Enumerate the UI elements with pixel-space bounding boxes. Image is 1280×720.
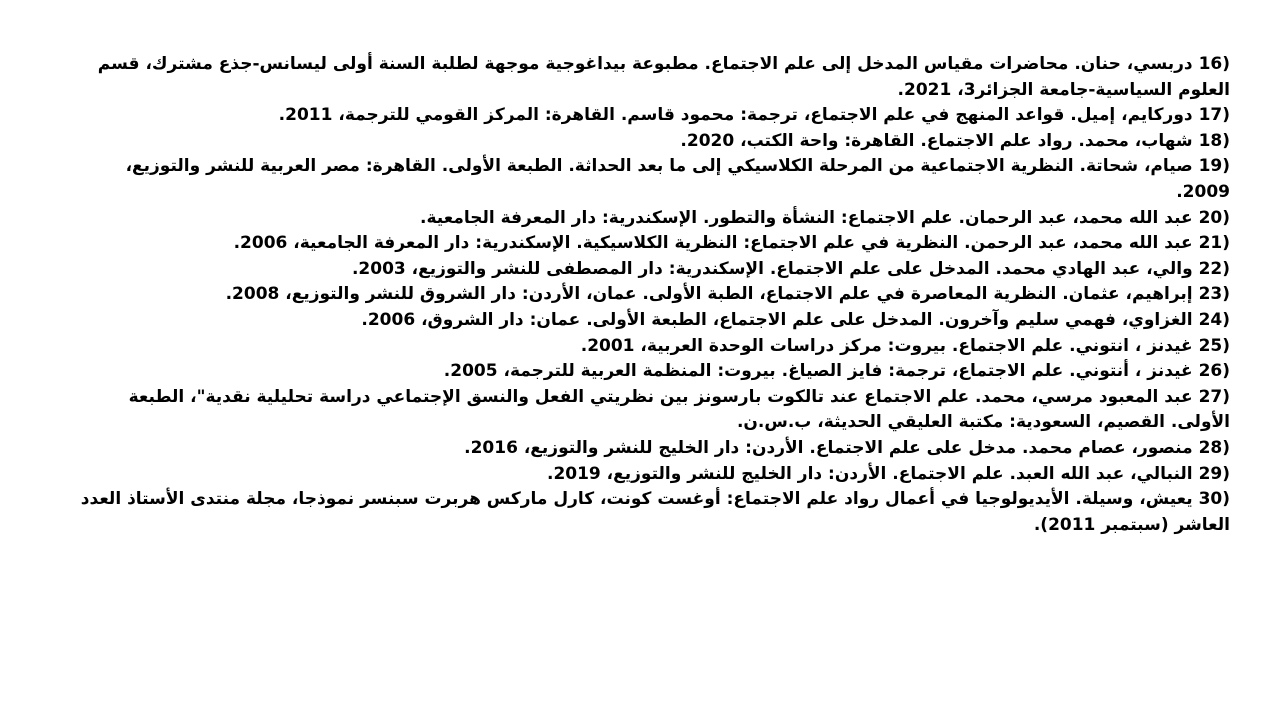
reference-text: عبد المعبود مرسي، محمد. علم الاجتماع عند تالكوت بارسونز بين نظريتي الفعل والنسق الإجتماعي دراسة تحليلية نقدية"، الطبعة الأولى. القصيم، السعودية: مكتبة العليقي الحديثة، ب.س.ن. (128, 386, 1230, 433)
reference-number: 26) (1198, 361, 1230, 382)
reference-text: غيدنز ، أنتوني. علم الاجتماع، ترجمة: فايز الصياغ. بيروت: المنظمة العربية للترجمة، 2005. (443, 361, 1193, 382)
reference-item (80, 154, 1230, 205)
reference-item (80, 52, 1230, 103)
reference-number: 23) (1198, 284, 1230, 305)
reference-text: دربسي، حنان. محاضرات مقياس المدخل إلى علم الاجتماع. مطبوعة بيداغوجية موجهة لطلبة السنة أولى ليسانس-جذع مشترك، قسم العلوم السياسية-جامعة الجزائر3، 2021. (97, 54, 1230, 100)
reference-text: شهاب، محمد. رواد علم الاجتماع. القاهرة: واحة الكتب، 2020. (680, 130, 1193, 151)
reference-item (80, 257, 1230, 283)
reference-number: 30) (1198, 489, 1230, 510)
reference-number: 16) (1198, 54, 1230, 74)
reference-text: منصور، عصام محمد. مدخل على علم الاجتماع. الأردن: دار الخليج للنشر والتوزيع، 2016. (464, 437, 1193, 458)
reference-text: صيام، شحاتة. النظرية الاجتماعية من المرحلة الكلاسيكي إلى ما بعد الحداثة. الطبعة الأولى. القاهرة: مصر العربية للنشر والتوزيع، 2009. (125, 156, 1230, 202)
reference-item (80, 334, 1230, 360)
reference-item (80, 487, 1230, 538)
reference-item (80, 308, 1230, 334)
reference-text: إبراهيم، عثمان. النظرية المعاصرة في علم الاجتماع، الطبة الأولى. عمان، الأردن: دار الشروق للنشر والتوزيع، 2008. (225, 284, 1193, 305)
reference-item (80, 231, 1230, 257)
reference-item (80, 385, 1230, 436)
reference-text: يعيش، وسيلة. الأيديولوجيا في أعمال رواد علم الاجتماع: أوغست كونت، كارل ماركس هربرت سبنسر نموذجا، مجلة منتدى الأستاذ العدد العاشر (سبتمبر 2011). (80, 489, 1230, 535)
reference-number: 29) (1198, 463, 1230, 484)
reference-item (80, 436, 1230, 462)
reference-item (80, 103, 1230, 129)
reference-number: 24) (1198, 309, 1230, 330)
reference-item (80, 359, 1230, 385)
reference-item (80, 462, 1230, 488)
reference-list (80, 52, 1230, 538)
reference-number: 17) (1198, 105, 1230, 126)
reference-text: دوركايم، إميل. قواعد المنهج في علم الاجتماع، ترجمة: محمود قاسم. القاهرة: المركز القومي للترجمة، 2011. (278, 105, 1193, 126)
reference-text: الغزاوي، فهمي سليم وآخرون. المدخل على علم الاجتماع، الطبعة الأولى. عمان: دار الشروق، 2006. (361, 309, 1193, 330)
reference-number: 25) (1198, 335, 1230, 356)
reference-text: غيدنز ، انتوني. علم الاجتماع. بيروت: مركز دراسات الوحدة العربية، 2001. (580, 335, 1193, 356)
reference-item (80, 282, 1230, 308)
reference-number: 20) (1198, 207, 1230, 228)
reference-text: النبالي، عبد الله العبد. علم الاجتماع. الأردن: دار الخليج للنشر والتوزيع، 2019. (546, 463, 1193, 484)
reference-text: عبد الله محمد، عبد الرحمن. النظرية في علم الاجتماع: النظرية الكلاسيكية. الإسكندرية: دار المعرفة الجامعية، 2006. (233, 233, 1193, 254)
reference-item (80, 206, 1230, 232)
reference-number: 28) (1198, 437, 1230, 458)
reference-item (80, 129, 1230, 155)
reference-text: عبد الله محمد، عبد الرحمان. علم الاجتماع: النشأة والتطور. الإسكندرية: دار المعرفة الجامعية. (420, 207, 1193, 228)
reference-number: 27) (1198, 386, 1230, 407)
reference-number: 18) (1198, 130, 1230, 151)
reference-number: 19) (1198, 156, 1230, 177)
reference-text: والي، عبد الهادي محمد. المدخل على علم الاجتماع. الإسكندرية: دار المصطفى للنشر والتوزيع، 2003. (351, 258, 1193, 279)
reference-number: 22) (1198, 258, 1230, 279)
reference-number: 21) (1198, 233, 1230, 254)
